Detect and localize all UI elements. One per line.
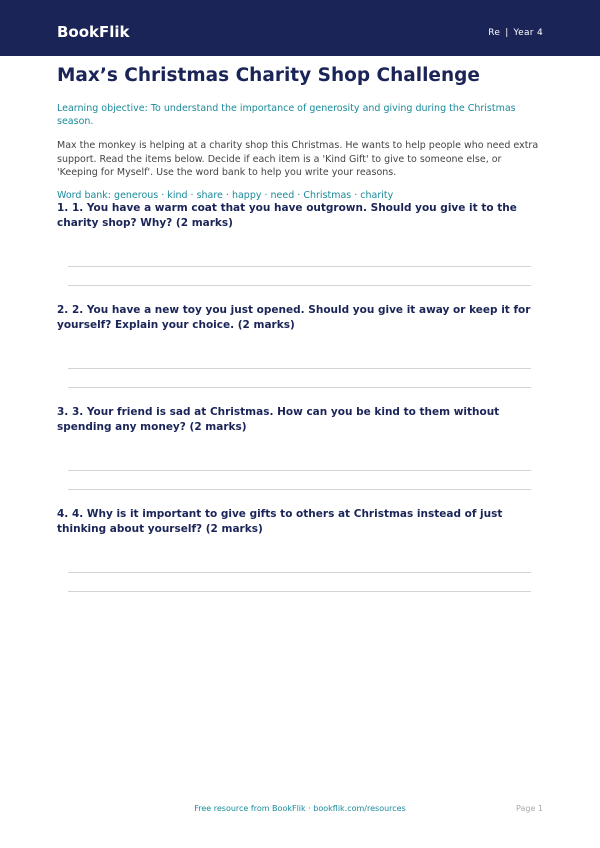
- answer-line[interactable]: [68, 266, 531, 267]
- intro-paragraph: Max the monkey is helping at a charity shop this Christmas. He wants to help people who need extra support. Read the items below. Decide if each item is a 'Kind Gift' to give to someone else, or 'Keeping for Myself'. Use the word bank to help you write your reasons.: [57, 140, 539, 178]
- answer-line[interactable]: [68, 489, 531, 490]
- answer-line[interactable]: [68, 470, 531, 471]
- question-3: [57, 405, 543, 507]
- answer-line[interactable]: [68, 387, 531, 388]
- word-bank: Word bank: generous · kind · share · happy · need · Christmas · charity: [57, 189, 394, 201]
- question-4: [57, 507, 543, 609]
- worksheet-intro: [57, 64, 543, 202]
- answer-line[interactable]: [68, 285, 531, 286]
- answer-line[interactable]: [68, 591, 531, 592]
- subject-year-label: [488, 27, 543, 39]
- answer-line[interactable]: [68, 572, 531, 573]
- brand-logo: BookFlik: [57, 23, 130, 41]
- question-text: 4. 4. Why is it important to give gifts to others at Christmas instead of just thinking about yourself? (2 marks): [57, 508, 503, 535]
- footer-resource-link[interactable]: Free resource from BookFlik · bookflik.com/resources: [194, 804, 406, 813]
- page-header: [0, 0, 600, 56]
- question-list: [57, 201, 543, 609]
- question-2: [57, 303, 543, 405]
- year-label: Year 4: [513, 28, 543, 38]
- question-1: [57, 201, 543, 303]
- page-number: Page 1: [516, 804, 543, 813]
- header-separator: |: [505, 28, 509, 38]
- answer-line[interactable]: [68, 368, 531, 369]
- subject-label: Re: [488, 28, 501, 38]
- question-text: 3. 3. Your friend is sad at Christmas. How can you be kind to them without spending any money? (2 marks): [57, 406, 500, 433]
- page-title: Max’s Christmas Charity Shop Challenge: [57, 65, 480, 86]
- learning-objective: Learning objective: To understand the importance of generosity and giving during the Christmas season.: [57, 103, 516, 127]
- question-text: 1. 1. You have a warm coat that you have outgrown. Should you give it to the charity shop? Why? (2 marks): [57, 202, 517, 229]
- question-text: 2. 2. You have a new toy you just opened. Should you give it away or keep it for yourself? Explain your choice. (2 marks): [57, 304, 531, 331]
